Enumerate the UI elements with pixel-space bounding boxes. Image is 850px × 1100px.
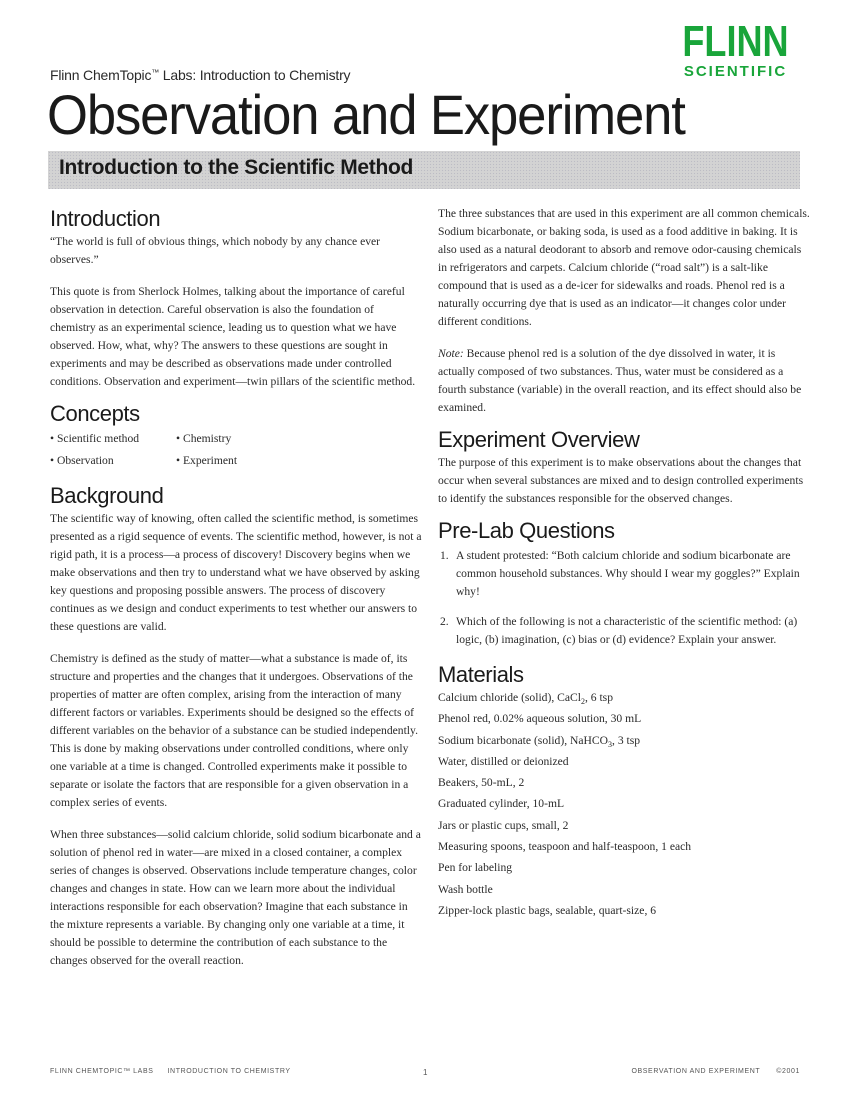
- material-item: Beakers, 50-mL, 2: [438, 776, 525, 790]
- prelab-heading: Pre-Lab Questions: [438, 518, 615, 543]
- background-paragraph: The scientific way of knowing, often called the scientific method, is sometimes presented as a rigid sequence of events. The scientific method, however, is not a rigid path, it is a process—a process of discovery! Discovery begins when we make observations and then try to understand what we have observed by asking key questions and proposing possible answers. The process of discovery continues as we design and conduct experiments to test whether our answers to these questions are valid.: [50, 512, 422, 633]
- background-section: [50, 482, 422, 970]
- material-item: Graduated cylinder, 10-mL: [438, 797, 565, 811]
- material-item: Calcium chloride (solid), CaCl$_2$, 6 tsp: [438, 691, 613, 706]
- material-item: Zipper-lock plastic bags, sealable, quart-size, 6: [438, 903, 657, 917]
- footer-right: OBSERVATION AND EXPERIMENT ©2001: [631, 1068, 800, 1075]
- prelab-question: 2. Which of the following is not a characteristic of the scientific method: (a) logic, (b) imagination, (c) bias or (d) evidence? Explain your answer.: [440, 615, 798, 646]
- page-number: 1: [423, 1068, 429, 1077]
- material-item: Jars or plastic cups, small, 2: [438, 818, 569, 832]
- concept-item: • Scientific method: [50, 430, 176, 448]
- left-column: [50, 205, 422, 984]
- concepts-section: [50, 400, 422, 470]
- flinn-scientific-logo: [668, 17, 803, 80]
- introduction-body: This quote is from Sherlock Holmes, talking about the importance of careful observation in detection. Careful observation is also the foundation of chemistry as an experimental science, leading us to question what we have observed. How, what, why? The answers to these questions are sought in experiments and may be described as observations made under controlled conditions. Observation and experiment—twin pillars of the scientific method.: [50, 285, 416, 388]
- material-item: Pen for labeling: [438, 861, 513, 875]
- right-column: [438, 205, 810, 923]
- prelab-question: 1. A student protested: “Both calcium chloride and sodium bicarbonate are common household substances. Why should I wear my goggles?” Explain why!: [440, 549, 800, 598]
- series-title: Flinn ChemTopic™ Labs: Introduction to Chemistry: [50, 67, 351, 83]
- experiment-overview-body: The purpose of this experiment is to make observations about the changes that occur when several substances are mixed and to design controlled experiments to identify the substances responsible for the observed changes.: [438, 456, 804, 505]
- sherlock-quote: “The world is full of obvious things, which nobody by any chance ever observes.”: [50, 235, 381, 266]
- banner-text: Introduction to the Scientific Method: [59, 156, 414, 179]
- subtitle-banner: [48, 151, 800, 189]
- concept-item: • Observation: [50, 452, 176, 470]
- background-heading: Background: [50, 483, 164, 508]
- background-paragraph: When three substances—solid calcium chloride, solid sodium bicarbonate and a solution of phenol red in water—are mixed in a closed container, a complex series of changes is observed. Observations include temperature changes, color changes and changes in state. How can we learn more about the individual interactions responsible for each observation? Imagine that each substance in the mixture represents a variable. By changing only one variable at a time, it should be possible to determine the contribution of each substance to the changes observed for the overall reaction.: [50, 828, 421, 967]
- material-item: Wash bottle: [438, 882, 493, 896]
- note-label: Note:: [438, 347, 464, 360]
- logo-flinn: FLINN: [682, 17, 789, 66]
- prelab-questions: [438, 547, 810, 649]
- substances-paragraph: The three substances that are used in this experiment are all common chemicals. Sodium bicarbonate, or baking soda, is used as a food additive in baking. It is also used as a natural deodorant to absorb and remove odor-causing chemicals in refrigerators and carpets. Calcium chloride (“road salt”) is a salt-like compound that is used as a de-icer for sidewalks and roads. Phenol red is a naturally occurring dye that is used as an indicator—it changes color under different conditions.: [438, 207, 810, 328]
- page-title: Observation and Experiment: [47, 83, 685, 146]
- experiment-overview-heading: Experiment Overview: [438, 427, 640, 452]
- concept-item: • Chemistry: [176, 430, 326, 448]
- prelab-section: [438, 517, 810, 649]
- concept-item: • Experiment: [176, 452, 326, 470]
- introduction-section: [50, 205, 422, 391]
- material-item: Water, distilled or deionized: [438, 754, 569, 768]
- concepts-heading: Concepts: [50, 401, 140, 426]
- material-item: Sodium bicarbonate (solid), NaHCO$_3$, 3 tsp: [438, 733, 641, 749]
- materials-heading: Materials: [438, 662, 524, 687]
- background-paragraph: Chemistry is defined as the study of matter—what a substance is made of, its structure and properties and the changes that it undergoes. Observations of the properties of matter are often complex, arising from the interaction of many different factors or variables. Experiments should be designed so the effects of different variables on the behavior of a substance can be studied independently. This is done by making observations under controlled conditions, where only one variable at a time is changed. Controlled experiments make it possible to separate or isolate the factors that are responsible for a given observation in a complex series of events.: [50, 652, 418, 809]
- introduction-heading: Introduction: [50, 206, 161, 231]
- footer-left: FLINN CHEMTOPIC™ LABS INTRODUCTION TO CHEMISTRY: [50, 1068, 291, 1075]
- concepts-list: [50, 430, 422, 470]
- experiment-overview-section: [438, 426, 810, 508]
- logo-scientific: SCIENTIFIC: [683, 63, 788, 80]
- note-paragraph: Note: Because phenol red is a solution of the dye dissolved in water, it is actually composed of two substances. Thus, water must be considered as a fourth substance (variable) in the overall reaction, and its effect should also be examined.: [438, 347, 802, 414]
- material-item: Measuring spoons, teaspoon and half-teaspoon, 1 each: [438, 840, 692, 854]
- material-item: Phenol red, 0.02% aqueous solution, 30 mL: [438, 712, 642, 726]
- materials-section: [438, 661, 810, 920]
